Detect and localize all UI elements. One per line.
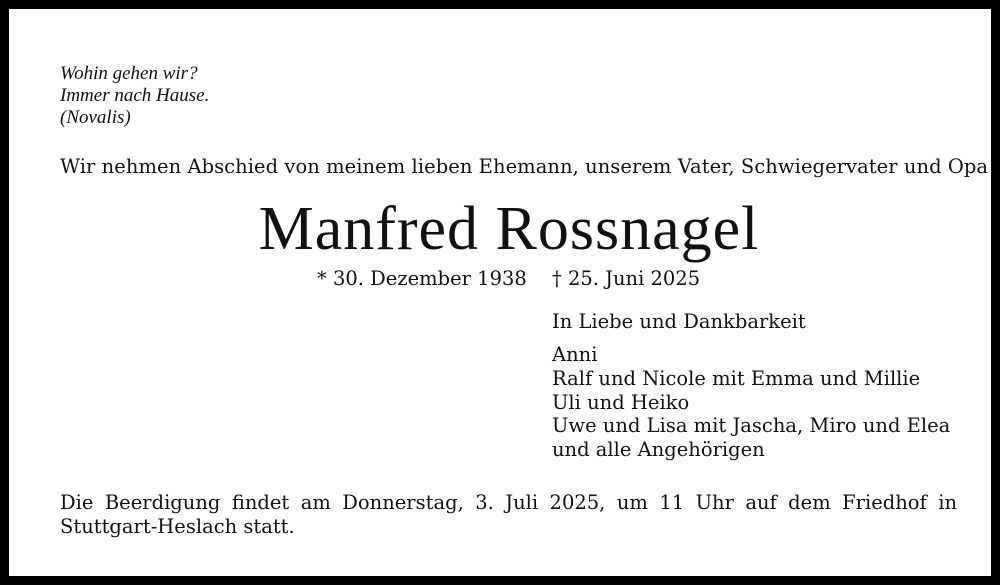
- death-date: † 25. Juni 2025: [552, 267, 701, 290]
- funeral-notice-line: Stuttgart-Heslach statt.: [60, 515, 295, 538]
- family-list: [552, 343, 950, 462]
- motto-attribution: (Novalis): [60, 107, 131, 128]
- intro-text: Wir nehmen Abschied von meinem lieben Ehemann, unserem Vater, Schwiegervater und Opa: [60, 155, 989, 178]
- funeral-notice-line: Die Beerdigung findet am Donnerstag, 3. Juli 2025, um 11 Uhr auf dem Friedhof in: [60, 491, 957, 514]
- family-member: Anni: [552, 343, 598, 366]
- family-member: Uli und Heiko: [552, 390, 690, 414]
- motto-line: Immer nach Hause.: [60, 85, 210, 106]
- family-member: Ralf und Nicole mit Emma und Millie: [552, 366, 921, 390]
- funeral-notice: [60, 491, 957, 539]
- deceased-name: Manfred Rossnagel: [258, 195, 760, 263]
- birth-date: * 30. Dezember 1938: [317, 267, 527, 290]
- family-member: und alle Angehörigen: [552, 438, 765, 462]
- family-member: Uwe und Lisa mit Jascha, Miro und Elea: [552, 414, 951, 438]
- thanks-line: In Liebe und Dankbarkeit: [552, 310, 806, 333]
- motto-quote: [60, 63, 209, 129]
- motto-line: Wohin gehen wir?: [60, 63, 198, 84]
